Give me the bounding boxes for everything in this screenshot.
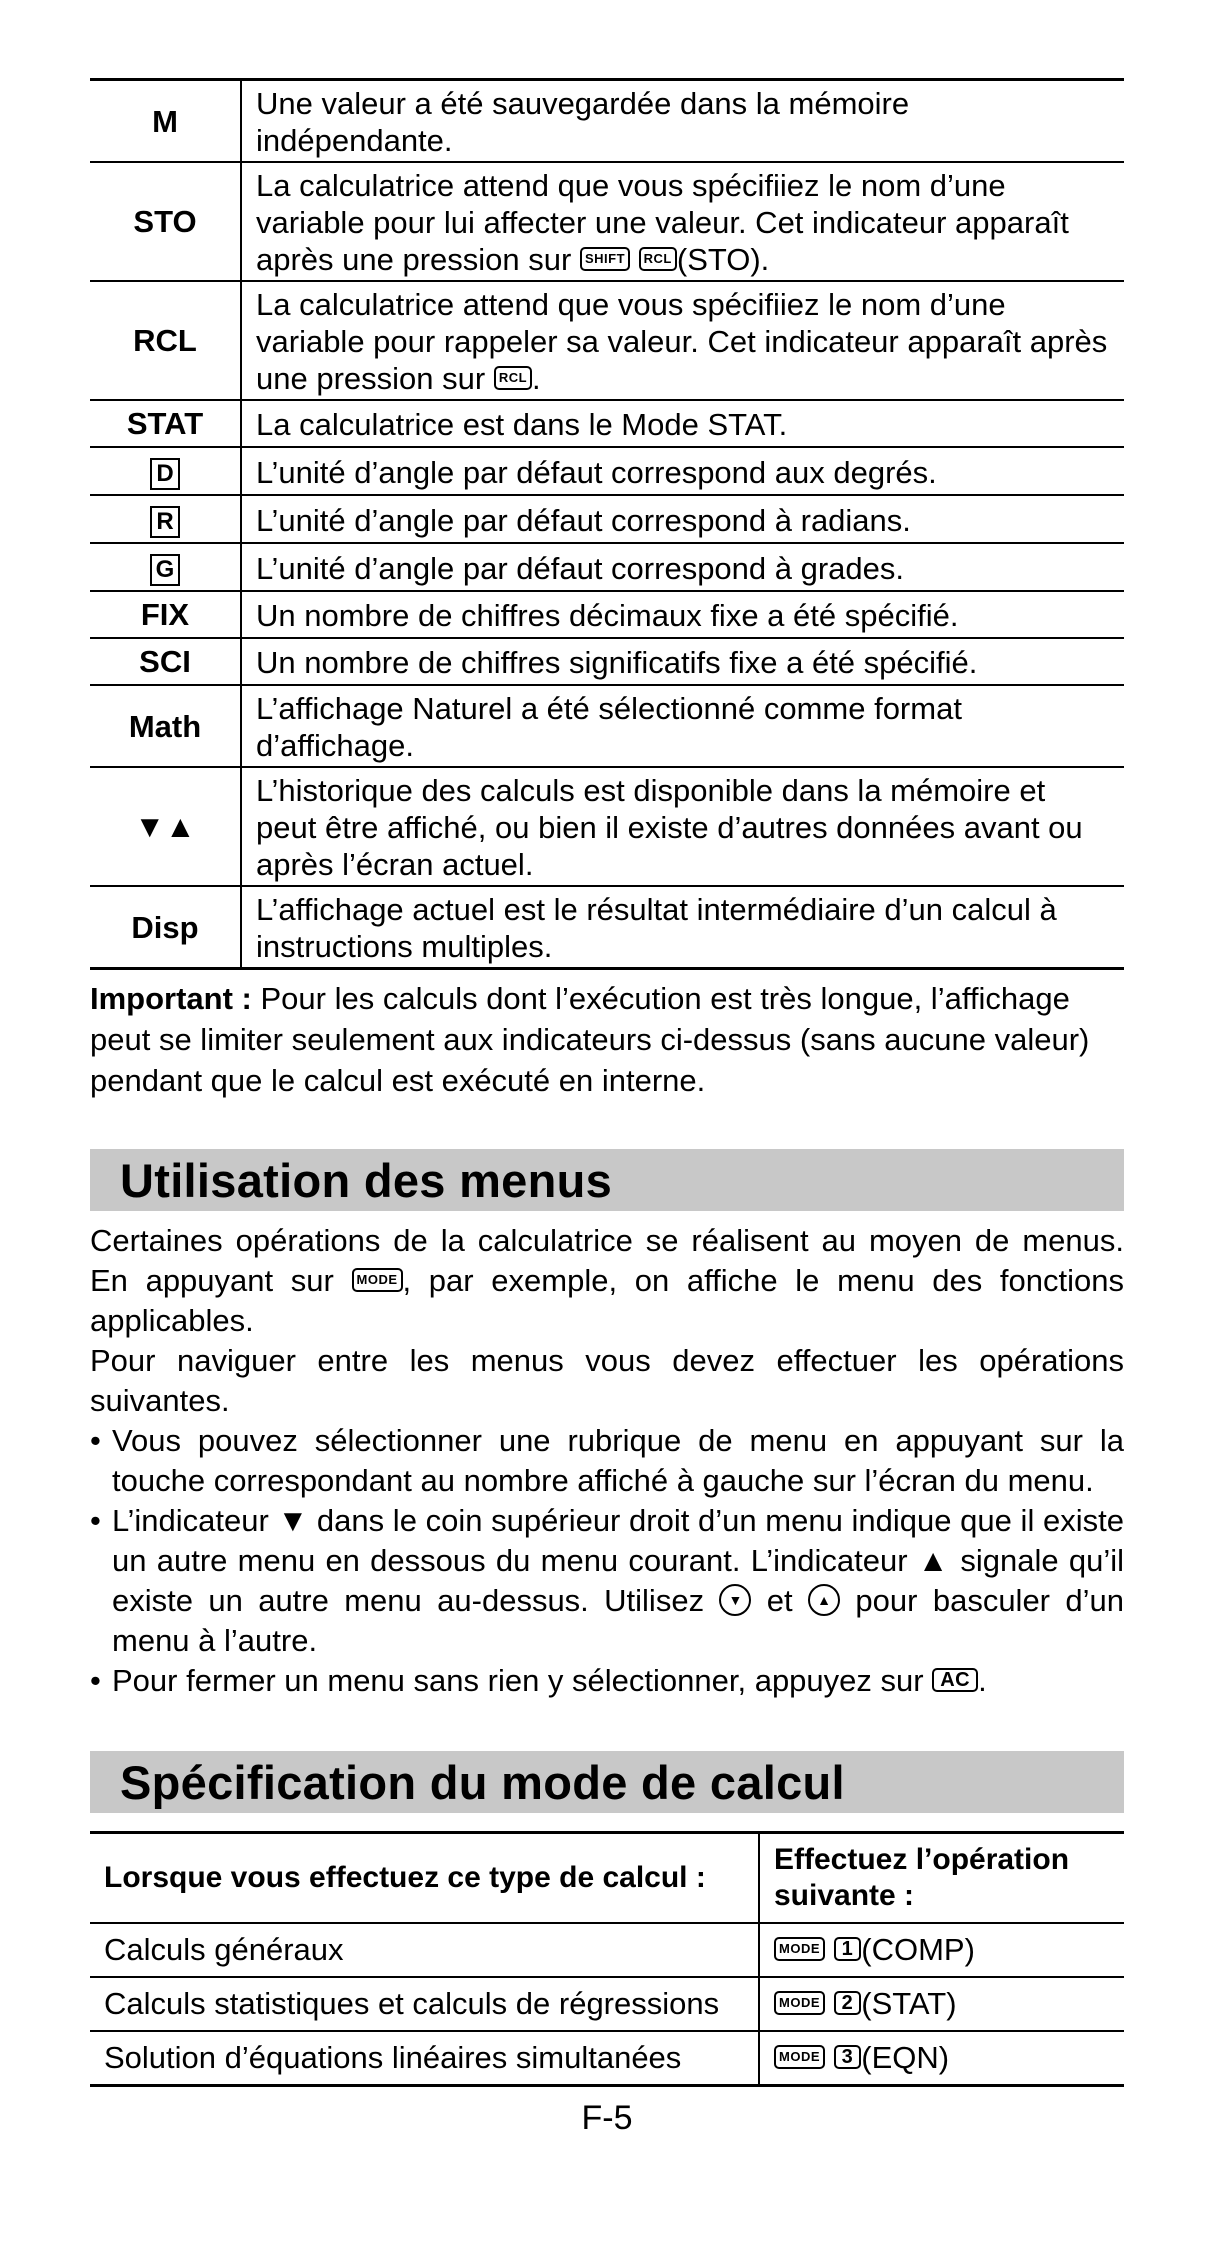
indicator-symbol: STAT bbox=[90, 400, 241, 447]
section-title-menus: Utilisation des menus bbox=[90, 1149, 1124, 1211]
radian-indicator-icon: R bbox=[150, 506, 180, 538]
scroll-arrows-icon: ▼▲ bbox=[90, 767, 241, 886]
table-row bbox=[90, 162, 1124, 281]
section-title-spec: Spécification du mode de calcul bbox=[90, 1751, 1124, 1813]
calc-type-cell: Calculs statistiques et calculs de régressions bbox=[90, 1977, 759, 2031]
table-row bbox=[90, 447, 1124, 495]
grade-indicator-icon: G bbox=[150, 554, 180, 586]
indicator-description: La calculatrice est dans le Mode STAT. bbox=[241, 400, 1124, 447]
table-row bbox=[90, 591, 1124, 638]
shift-key-icon: SHIFT bbox=[580, 247, 630, 271]
mode-key-icon: MODE bbox=[774, 2045, 825, 2069]
indicator-symbol bbox=[90, 543, 241, 591]
calc-type-cell: Calculs généraux bbox=[90, 1923, 759, 1977]
list-item: • Pour fermer un menu sans rien y sélectionner, appuyez sur AC . bbox=[90, 1661, 1124, 1701]
indicator-symbol: STO bbox=[90, 162, 241, 281]
indicator-description: L’unité d’angle par défaut correspond à radians. bbox=[241, 495, 1124, 543]
page-number: F-5 bbox=[581, 2099, 633, 2137]
indicator-description: L’historique des calculs est disponible dans la mémoire et peut être affiché, ou bien il existe d’autres données avant ou après l’écran actuel. bbox=[241, 767, 1124, 886]
menus-bullet-list bbox=[90, 1421, 1124, 1701]
table-row bbox=[90, 1977, 1124, 2031]
indicator-symbol: M bbox=[90, 80, 241, 163]
rcl-key-icon: RCL bbox=[494, 366, 532, 390]
table-row bbox=[90, 543, 1124, 591]
degree-indicator-icon: D bbox=[150, 458, 180, 490]
table-row bbox=[90, 2031, 1124, 2086]
indicator-description: Un nombre de chiffres significatifs fixe a été spécifié. bbox=[241, 638, 1124, 685]
table-row bbox=[90, 400, 1124, 447]
mode-key-icon: MODE bbox=[774, 1937, 825, 1961]
list-item: • Vous pouvez sélectionner une rubrique de menu en appuyant sur la touche correspondant au nombre affiché à gauche sur l’écran du menu. bbox=[90, 1421, 1124, 1501]
column-header: Lorsque vous effectuez ce type de calcul : bbox=[90, 1833, 759, 1924]
digit-key-icon: 2 bbox=[834, 1991, 862, 2015]
table-row bbox=[90, 886, 1124, 969]
table-row bbox=[90, 80, 1124, 163]
indicator-symbol bbox=[90, 495, 241, 543]
table-row bbox=[90, 1923, 1124, 1977]
table-row bbox=[90, 685, 1124, 767]
mode-key-icon: MODE bbox=[352, 1268, 403, 1292]
menus-paragraph: Certaines opérations de la calculatrice se réalisent au moyen de menus. En appuyant sur MODE , par exemple, on affiche le menu des fonctions applicables. Pour naviguer entre les menus vous devez effectuer les opérations suivantes. bbox=[90, 1223, 1124, 1418]
indicator-symbol: SCI bbox=[90, 638, 241, 685]
indicator-description: La calculatrice attend que vous spécifiiez le nom d’une variable pour lui affecter une valeur. Cet indicateur apparaît après une pression sur SHIFT RCL (STO). bbox=[241, 162, 1124, 281]
mode-key-icon: MODE bbox=[774, 1991, 825, 2015]
indicator-symbol: Disp bbox=[90, 886, 241, 969]
indicator-symbol bbox=[90, 447, 241, 495]
table-row bbox=[90, 281, 1124, 400]
down-arrow-key-icon: ▼ bbox=[719, 1584, 751, 1616]
rcl-key-icon: RCL bbox=[639, 247, 677, 271]
ac-key-icon: AC bbox=[932, 1668, 978, 1692]
digit-key-icon: 3 bbox=[834, 2045, 862, 2069]
indicator-description: L’affichage actuel est le résultat intermédiaire d’un calcul à instructions multiples. bbox=[241, 886, 1124, 969]
digit-key-icon: 1 bbox=[834, 1937, 862, 1961]
table-row bbox=[90, 495, 1124, 543]
table-row bbox=[90, 767, 1124, 886]
calc-mode-table bbox=[90, 1831, 1124, 2087]
up-arrow-key-icon: ▲ bbox=[808, 1584, 840, 1616]
operation-cell: MODE 3 (EQN) bbox=[759, 2031, 1124, 2086]
indicator-description: Une valeur a été sauvegardée dans la mémoire indépendante. bbox=[241, 80, 1124, 163]
indicator-description: L’unité d’angle par défaut correspond aux degrés. bbox=[241, 447, 1124, 495]
important-note: Important : Pour les calculs dont l’exécution est très longue, l’affichage peut se limiter seulement aux indicateurs ci-dessus (sans aucune valeur) pendant que le calcul est exécuté en interne. bbox=[90, 981, 1090, 1098]
indicator-symbol: Math bbox=[90, 685, 241, 767]
operation-cell: MODE 2 (STAT) bbox=[759, 1977, 1124, 2031]
indicator-description: L’affichage Naturel a été sélectionné comme format d’affichage. bbox=[241, 685, 1124, 767]
manual-page bbox=[90, 0, 1124, 2138]
calc-type-cell: Solution d’équations linéaires simultanées bbox=[90, 2031, 759, 2086]
table-header-row bbox=[90, 1833, 1124, 1924]
operation-cell: MODE 1 (COMP) bbox=[759, 1923, 1124, 1977]
indicator-description: Un nombre de chiffres décimaux fixe a été spécifié. bbox=[241, 591, 1124, 638]
table-row bbox=[90, 638, 1124, 685]
indicator-description: L’unité d’angle par défaut correspond à grades. bbox=[241, 543, 1124, 591]
indicator-symbol: RCL bbox=[90, 281, 241, 400]
indicator-description: La calculatrice attend que vous spécifiiez le nom d’une variable pour rappeler sa valeur. Cet indicateur apparaît après une pression sur RCL . bbox=[241, 281, 1124, 400]
column-header: Effectuez l’opération suivante : bbox=[759, 1833, 1124, 1924]
indicator-table bbox=[90, 78, 1124, 970]
list-item: • L’indicateur ▼ dans le coin supérieur droit d’un menu indique que il existe un autre menu en dessous du menu courant. L’indicateur ▲ signale qu’il existe un autre menu au-dessus. Utilisez ▼ et ▲ pour basculer d’un menu à l’autre. bbox=[90, 1501, 1124, 1661]
indicator-symbol: FIX bbox=[90, 591, 241, 638]
